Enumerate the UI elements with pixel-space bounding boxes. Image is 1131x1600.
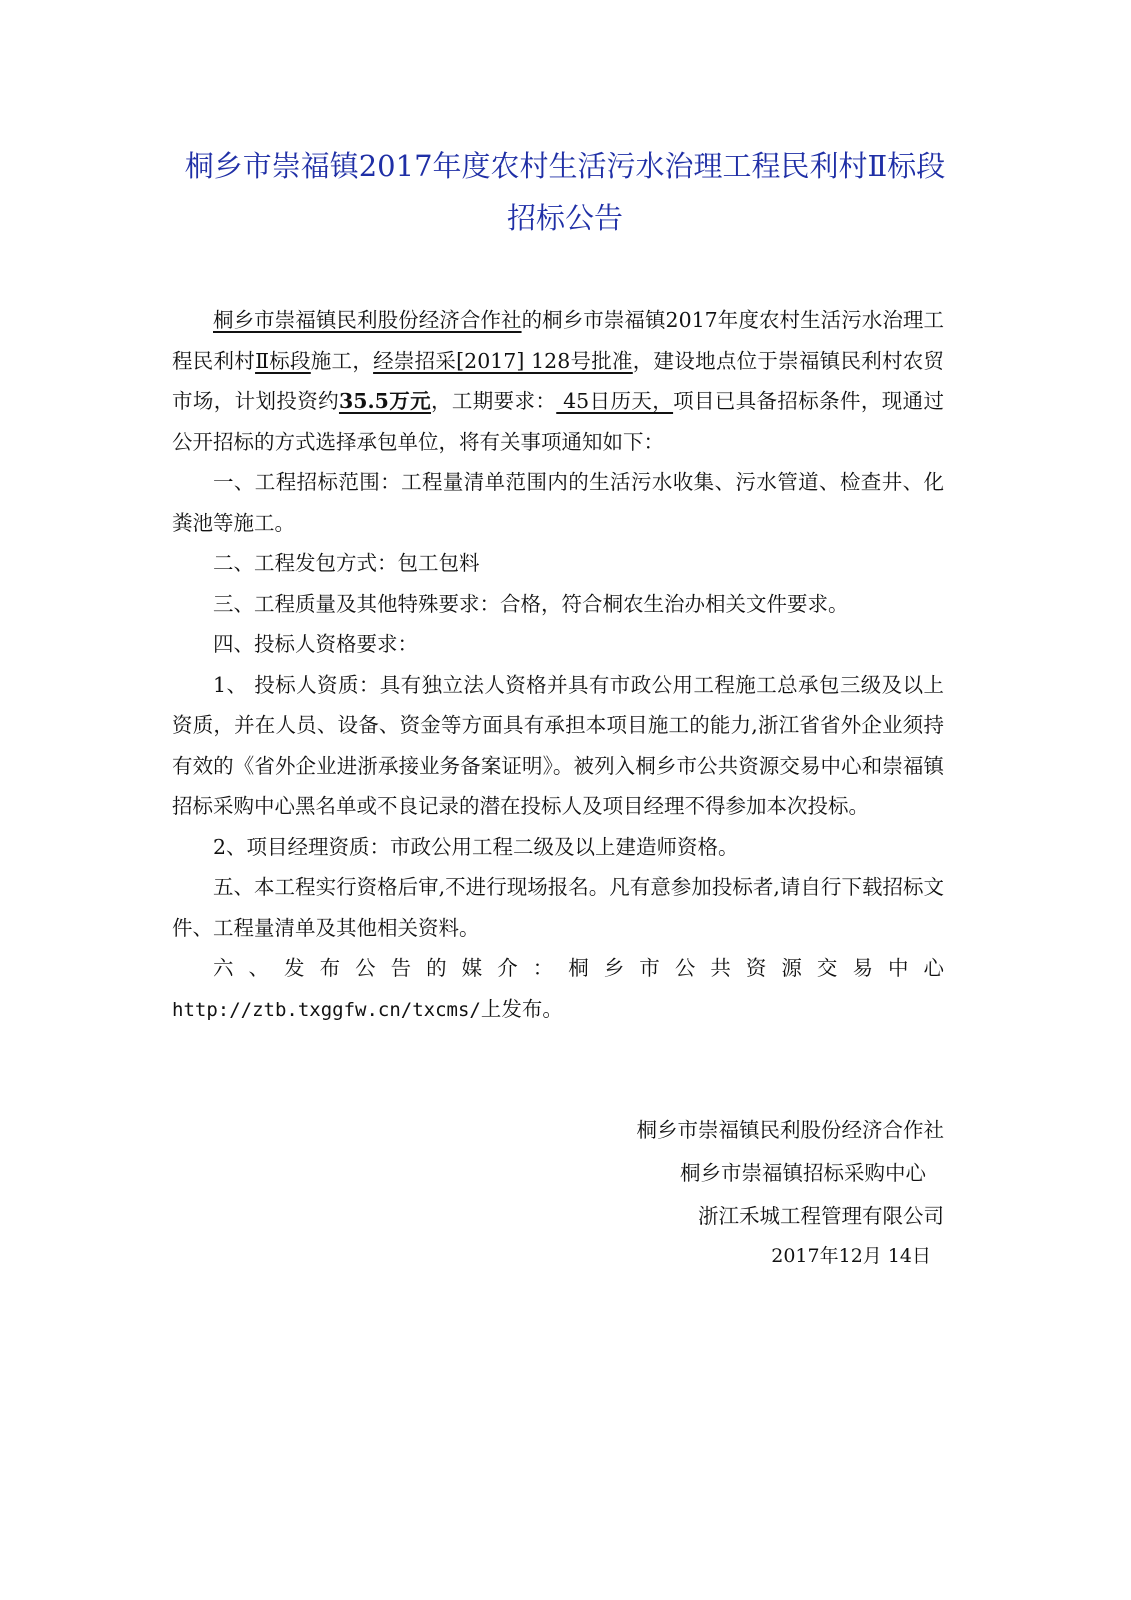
section-contract-mode: 二、工程发包方式：包工包料 [213, 551, 480, 575]
section-qualification-bidder: 1、 投标人资质：具有独立法人资格并具有市政公用工程施工总承包三级及以上资质，并在人员、设备、资金等方面具有承担本项目施工的能力,浙江省省外企业须持有效的《省外企业进浙承接业务备案证明》。被列入桐乡市公共资源交易中心和崇福镇招标采购中心黑名单或不良记录的潜在投标人及项目经理不得参加本次投标。 [172, 672, 944, 818]
signature-date: 2017年12月 14日 [771, 1245, 931, 1267]
manager-requirement: 市政公用工程二级及以上建造师资格。 [390, 834, 739, 859]
intro-project: 的桐乡市崇福镇2017年度农村生活污水治理工程民利村 [172, 308, 945, 373]
section-media: 六、发布公告的媒介：桐乡市公共资源交易中心 [213, 956, 944, 980]
section-quality: 三、工程质量及其他特殊要求：合格，符合桐农生治办相关文件要求。 [213, 591, 849, 616]
intro-duration-label: ，工期要求： [431, 389, 557, 413]
section-review: 五、本工程实行资格后审,不进行现场报名。凡有意参加投标者,请自行下载招标文件、工程量清单及其他相关资料。 [172, 875, 944, 940]
intro-owner: 桐乡市崇福镇民利股份经济合作社 [213, 308, 522, 332]
intro-conclusion: 项目已具备招标条件，现通过公开招标的方式选择承包单位，将有关事项通知如下： [172, 389, 945, 454]
intro-investment: 35.5万元 [338, 389, 432, 413]
document-body [172, 300, 944, 1030]
intro-location: ，建设地点位于崇福镇民利村农贸市场，计划投资约 [172, 348, 945, 413]
signature-owner: 桐乡市崇福镇民利股份经济合作社 [636, 1118, 944, 1142]
section-scope: 一、工程招标范围：工程量清单范围内的生活污水收集、污水管道、检查井、化粪池等施工。 [172, 470, 944, 535]
section-qualification: 四、投标人资格要求： [213, 632, 418, 656]
media-url: http://ztb.txggfw.cn/txcms/ [172, 998, 481, 1021]
section-qualification-manager [172, 827, 944, 868]
intro-duration: 45日历天， [556, 389, 674, 413]
intro-construction: 施工， [310, 348, 374, 373]
signature-procurement-center: 桐乡市崇福镇招标采购中心 [680, 1161, 926, 1185]
manager-label: 2、项目经理资质： [213, 834, 391, 859]
section-media-url-line [172, 989, 944, 1031]
document-title-line2: 招标公告 [506, 201, 623, 235]
intro-paragraph [172, 300, 944, 462]
intro-lot: Ⅱ标段 [255, 348, 311, 373]
media-url-suffix: 上发布。 [480, 996, 563, 1021]
intro-approval: 经崇招采[2017] 128号批准 [373, 348, 633, 373]
document-title-line1: 桐乡市崇福镇2017年度农村生活污水治理工程民利村Ⅱ标段 [184, 149, 946, 183]
signature-agency: 浙江禾城工程管理有限公司 [698, 1204, 944, 1228]
